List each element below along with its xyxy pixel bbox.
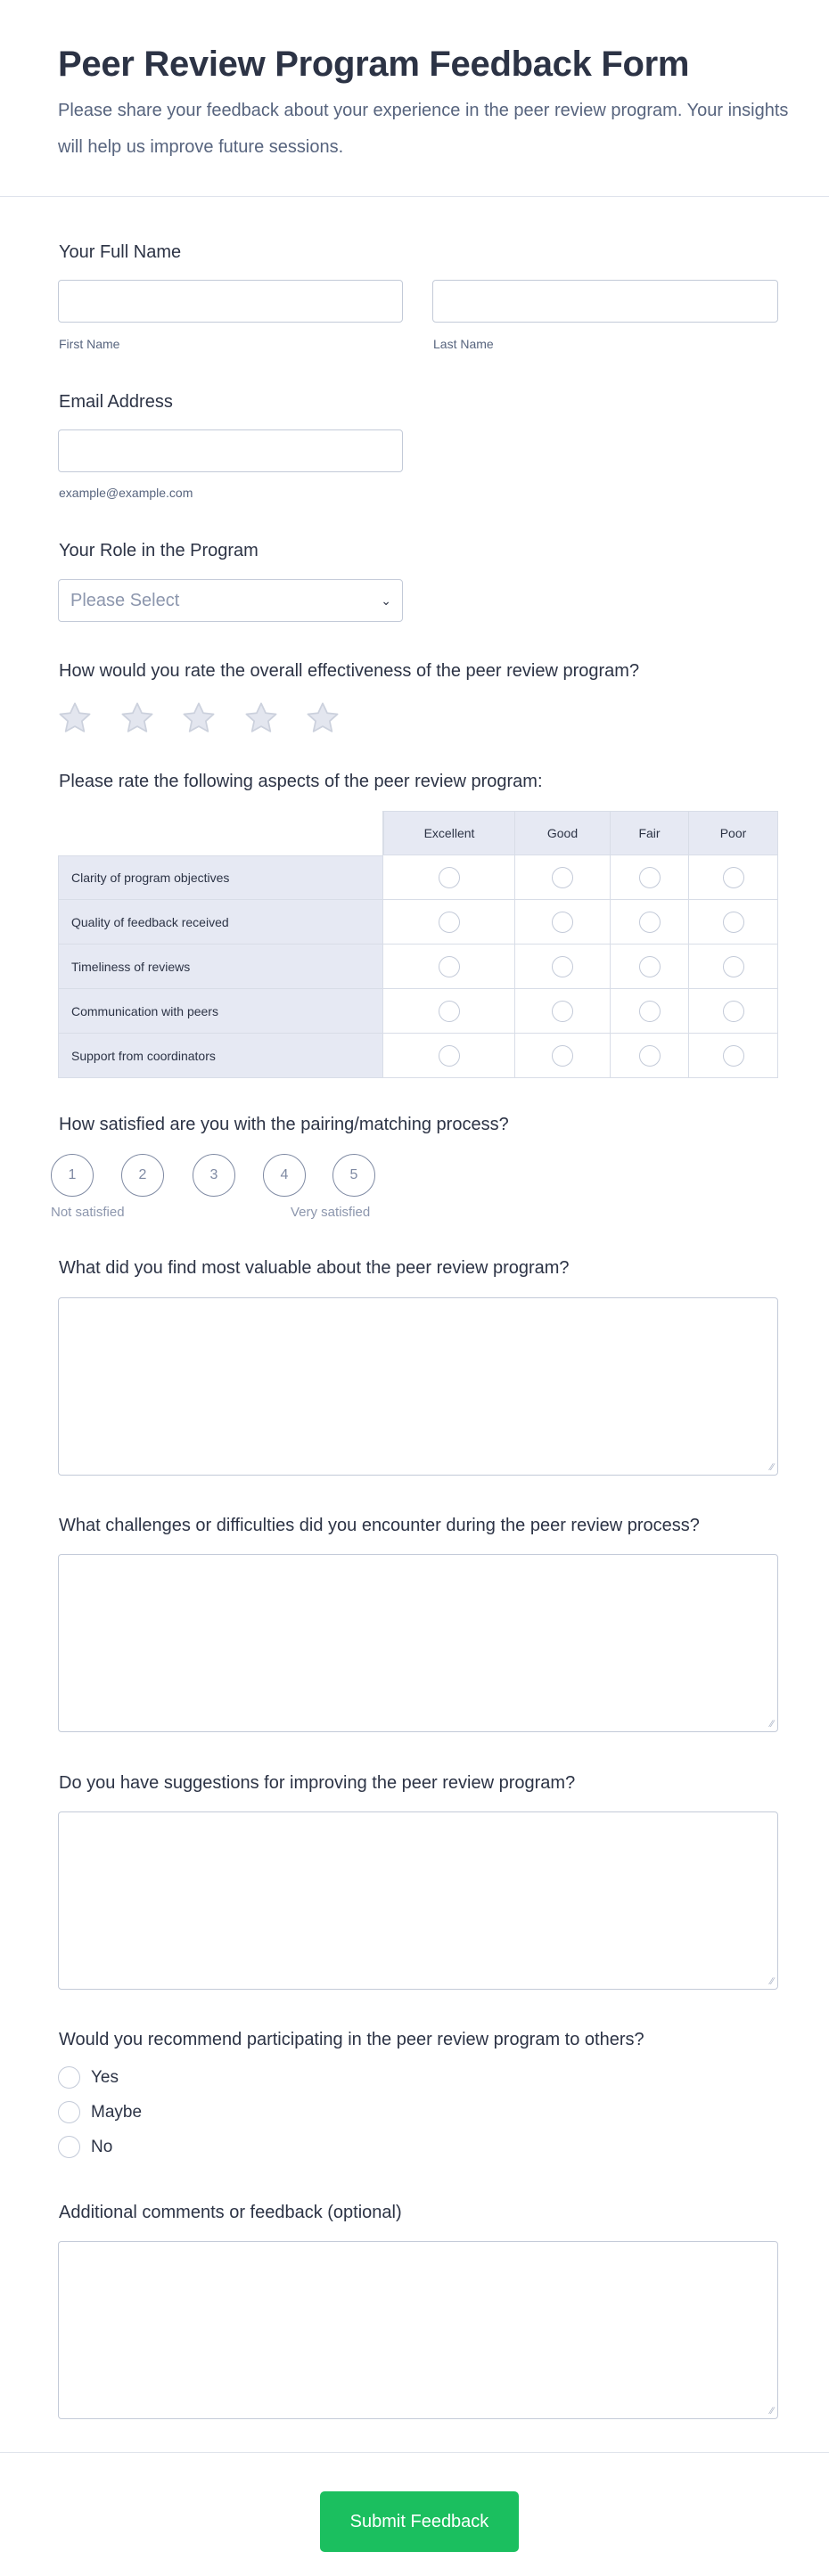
option-label: No xyxy=(91,2138,113,2156)
submit-button[interactable]: Submit Feedback xyxy=(320,2491,519,2552)
matrix-radio[interactable] xyxy=(552,912,573,933)
matrix-cell xyxy=(611,1034,689,1078)
matrix-radio[interactable] xyxy=(723,867,744,888)
form-description: Please share your feedback about your experience in the peer review program. Your insights will help us improve future sessions. xyxy=(58,101,789,157)
matrix-radio[interactable] xyxy=(439,912,460,933)
matrix-radio[interactable] xyxy=(639,1045,661,1067)
matrix-cell xyxy=(689,855,778,900)
matrix-radio[interactable] xyxy=(439,1045,460,1067)
last-name-input[interactable] xyxy=(432,280,778,323)
resize-handle-icon[interactable]: ∕∕ xyxy=(770,1976,774,1987)
suggestions-textarea[interactable] xyxy=(58,1811,778,1990)
matrix-cell xyxy=(383,989,515,1034)
matrix-radio[interactable] xyxy=(639,1001,661,1022)
matrix-column-header: Fair xyxy=(611,811,689,855)
star-icon[interactable] xyxy=(242,699,280,737)
role-label: Your Role in the Program xyxy=(59,541,259,560)
radio-button[interactable] xyxy=(58,2101,80,2123)
chevron-down-icon: ⌄ xyxy=(381,593,391,608)
email-label: Email Address xyxy=(59,392,173,412)
matrix-cell xyxy=(611,989,689,1034)
role-select[interactable] xyxy=(58,579,403,622)
matrix-row xyxy=(58,855,778,900)
last-name-sublabel: Last Name xyxy=(433,337,494,351)
matrix-radio[interactable] xyxy=(639,956,661,977)
matrix-cell xyxy=(611,855,689,900)
first-name-input[interactable] xyxy=(58,280,403,323)
first-name-sublabel: First Name xyxy=(59,337,120,351)
matrix-cell xyxy=(383,945,515,989)
satisfaction-label: How satisfied are you with the pairing/matching process? xyxy=(59,1115,509,1134)
recommend-option[interactable] xyxy=(58,2066,119,2089)
scale-option[interactable]: 4 xyxy=(263,1154,306,1197)
matrix-cell xyxy=(611,900,689,945)
matrix-column-header: Good xyxy=(515,811,611,855)
overall-rating-label: How would you rate the overall effectiveness of the peer review program? xyxy=(59,661,640,681)
matrix-column-header: Excellent xyxy=(383,811,515,855)
matrix-radio[interactable] xyxy=(639,867,661,888)
scale-option[interactable]: 2 xyxy=(121,1154,164,1197)
star-icon[interactable] xyxy=(119,699,156,737)
option-label: Maybe xyxy=(91,2103,143,2122)
matrix-cell xyxy=(515,1034,611,1078)
matrix-cell xyxy=(689,989,778,1034)
resize-handle-icon[interactable]: ∕∕ xyxy=(770,2406,774,2417)
matrix-row xyxy=(58,1034,778,1078)
matrix-corner xyxy=(58,811,383,855)
matrix-cell xyxy=(689,945,778,989)
matrix-radio[interactable] xyxy=(552,867,573,888)
star-icon[interactable] xyxy=(304,699,341,737)
scale-option[interactable]: 3 xyxy=(193,1154,235,1197)
matrix-cell xyxy=(689,1034,778,1078)
matrix-cell xyxy=(515,900,611,945)
radio-button[interactable] xyxy=(58,2066,80,2089)
footer-divider xyxy=(0,2452,829,2453)
full-name-label: Your Full Name xyxy=(59,242,182,262)
matrix-row-label: Quality of feedback received xyxy=(58,900,383,945)
matrix-radio[interactable] xyxy=(439,956,460,977)
matrix-row xyxy=(58,945,778,989)
recommend-label: Would you recommend participating in the peer review program to others? xyxy=(59,2030,644,2049)
matrix-row xyxy=(58,989,778,1034)
matrix-cell xyxy=(515,945,611,989)
matrix-cell xyxy=(515,855,611,900)
matrix-radio[interactable] xyxy=(552,956,573,977)
radio-button[interactable] xyxy=(58,2136,80,2158)
additional-label: Additional comments or feedback (optional) xyxy=(59,2203,402,2222)
valuable-label: What did you find most valuable about the peer review program? xyxy=(59,1258,570,1278)
matrix-radio[interactable] xyxy=(552,1045,573,1067)
star-icon[interactable] xyxy=(56,699,94,737)
matrix-label: Please rate the following aspects of the peer review program: xyxy=(59,772,543,791)
matrix-row-label: Timeliness of reviews xyxy=(58,945,383,989)
matrix-cell xyxy=(383,900,515,945)
recommend-option[interactable] xyxy=(58,2136,112,2159)
matrix-row xyxy=(58,900,778,945)
matrix-radio[interactable] xyxy=(639,912,661,933)
matrix-cell xyxy=(689,900,778,945)
valuable-textarea[interactable] xyxy=(58,1297,778,1476)
scale-option[interactable]: 1 xyxy=(51,1154,94,1197)
matrix-radio[interactable] xyxy=(723,1001,744,1022)
scale-high-label: Very satisfied xyxy=(291,1205,371,1220)
email-input[interactable] xyxy=(58,429,403,472)
scale-low-label: Not satisfied xyxy=(51,1205,125,1220)
matrix-cell xyxy=(383,1034,515,1078)
form-title: Peer Review Program Feedback Form xyxy=(58,45,690,84)
recommend-option[interactable] xyxy=(58,2101,142,2124)
matrix-radio[interactable] xyxy=(439,867,460,888)
option-label: Yes xyxy=(91,2068,119,2087)
matrix-row-label: Support from coordinators xyxy=(58,1034,383,1078)
matrix-column-header: Poor xyxy=(689,811,778,855)
challenges-label: What challenges or difficulties did you encounter during the peer review process? xyxy=(59,1516,700,1535)
suggestions-label: Do you have suggestions for improving the peer review program? xyxy=(59,1773,576,1793)
email-sublabel: example@example.com xyxy=(59,486,193,500)
matrix-cell xyxy=(611,945,689,989)
matrix-row-label: Communication with peers xyxy=(58,989,383,1034)
matrix-cell xyxy=(515,989,611,1034)
header-divider xyxy=(0,196,829,197)
matrix-cell xyxy=(383,855,515,900)
challenges-textarea[interactable] xyxy=(58,1554,778,1732)
matrix-radio[interactable] xyxy=(723,956,744,977)
matrix-radio[interactable] xyxy=(552,1001,573,1022)
star-icon[interactable] xyxy=(180,699,218,737)
scale-option[interactable]: 5 xyxy=(332,1154,375,1197)
role-selected-value: Please Select xyxy=(70,591,180,610)
matrix-radio[interactable] xyxy=(723,1045,744,1067)
additional-textarea[interactable] xyxy=(58,2241,778,2419)
matrix-radio[interactable] xyxy=(439,1001,460,1022)
resize-handle-icon[interactable]: ∕∕ xyxy=(770,1462,774,1473)
rating-matrix xyxy=(58,811,778,1078)
matrix-radio[interactable] xyxy=(723,912,744,933)
resize-handle-icon[interactable]: ∕∕ xyxy=(770,1719,774,1730)
matrix-row-label: Clarity of program objectives xyxy=(58,855,383,900)
